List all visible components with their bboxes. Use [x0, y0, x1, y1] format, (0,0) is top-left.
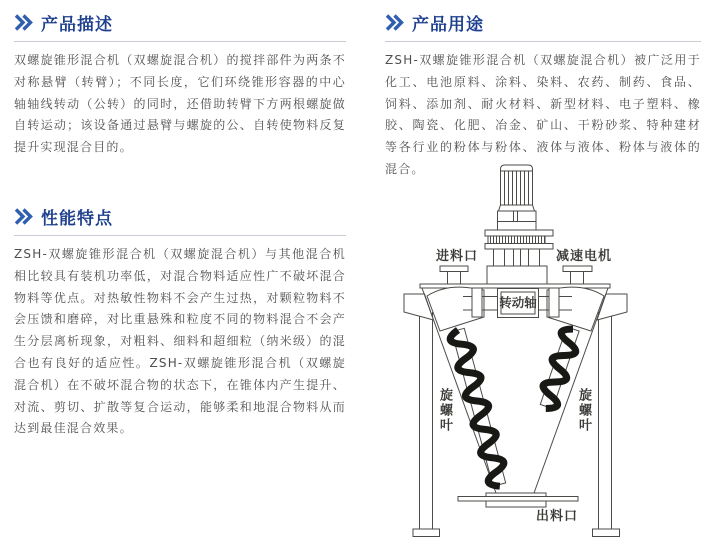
- separator: [14, 235, 346, 236]
- section-header: [14, 202, 346, 230]
- separator: [385, 41, 701, 42]
- section-product-description: [14, 8, 346, 159]
- feed-inlet-nozzle: [440, 266, 468, 284]
- label-screw-blade-left: 旋螺叶: [437, 388, 452, 433]
- label-screw-blade-right: 旋螺叶: [576, 388, 591, 433]
- section-product-usage: [385, 8, 701, 181]
- mixer-line-art: [380, 162, 705, 547]
- section-performance-features: [14, 202, 346, 440]
- label-feed-inlet: 进料口: [436, 249, 479, 264]
- discharge-assembly: [458, 493, 578, 507]
- section-title: 性能特点: [41, 208, 113, 229]
- separator: [14, 41, 346, 42]
- section-body: ZSH-双螺旋锥形混合机（双螺旋混合机）与其他混合机相比较具有装机功率低，对混合物料适应性广不破坏混合物料等优点。对热敏性物料不会产生过热，对颗粒物料不会压馈和磨碎，对比重悬殊和粒度不同的物料混合不会产生分层离析现象，对粗料、细料和超细粒（纳米级）的混合也有良好的适应性。ZSH-双螺旋锥形混合机（双螺旋混合机）在不破坏混合物的状态下，在锥体内产生提升、对流、剪切、扩散等复合运动，能够柔和地混合物料从而达到最佳混合效果。: [14, 247, 346, 436]
- section-title: 产品描述: [41, 14, 113, 35]
- label-rotating-shaft: 转动轴: [499, 295, 537, 310]
- double-chevron-icon: [14, 14, 34, 31]
- section-body: 双螺旋锥形混合机（双螺旋混合机）的搅拌部件为两条不对称悬臂（转臂）；不同长度，它们环绕锥形容器的中心轴轴线转动（公转）的同时，还借助转臂下方两根螺旋做自转运动；该设备通过悬臂与螺旋的公、自转使物料反复提升实现混合目的。: [14, 53, 346, 155]
- section-header: [385, 8, 701, 36]
- section-header: [14, 8, 346, 36]
- top-motor-assembly: [485, 165, 553, 284]
- double-chevron-icon: [385, 14, 405, 31]
- mixer-structure-diagram: [380, 162, 705, 547]
- section-title: 产品用途: [412, 14, 484, 35]
- double-chevron-icon: [14, 208, 34, 225]
- left-screw: [448, 327, 509, 488]
- label-gear-motor: 减速电机: [556, 249, 613, 264]
- label-discharge-outlet: 出料口: [536, 509, 579, 524]
- section-body: ZSH-双螺旋锥形混合机（双螺旋混合机）被广泛用于化工、电池原料、涂料、染料、农药、制药、食品、饲料、添加剂、耐火材料、新型材料、电子塑料、橡胶、陶瓷、化肥、冶金、矿山、干粉砂浆、特种建材等各行业的粉体与粉体、液体与液体、粉体与液体的混合。: [385, 53, 701, 176]
- gear-motor-nozzle: [563, 266, 592, 284]
